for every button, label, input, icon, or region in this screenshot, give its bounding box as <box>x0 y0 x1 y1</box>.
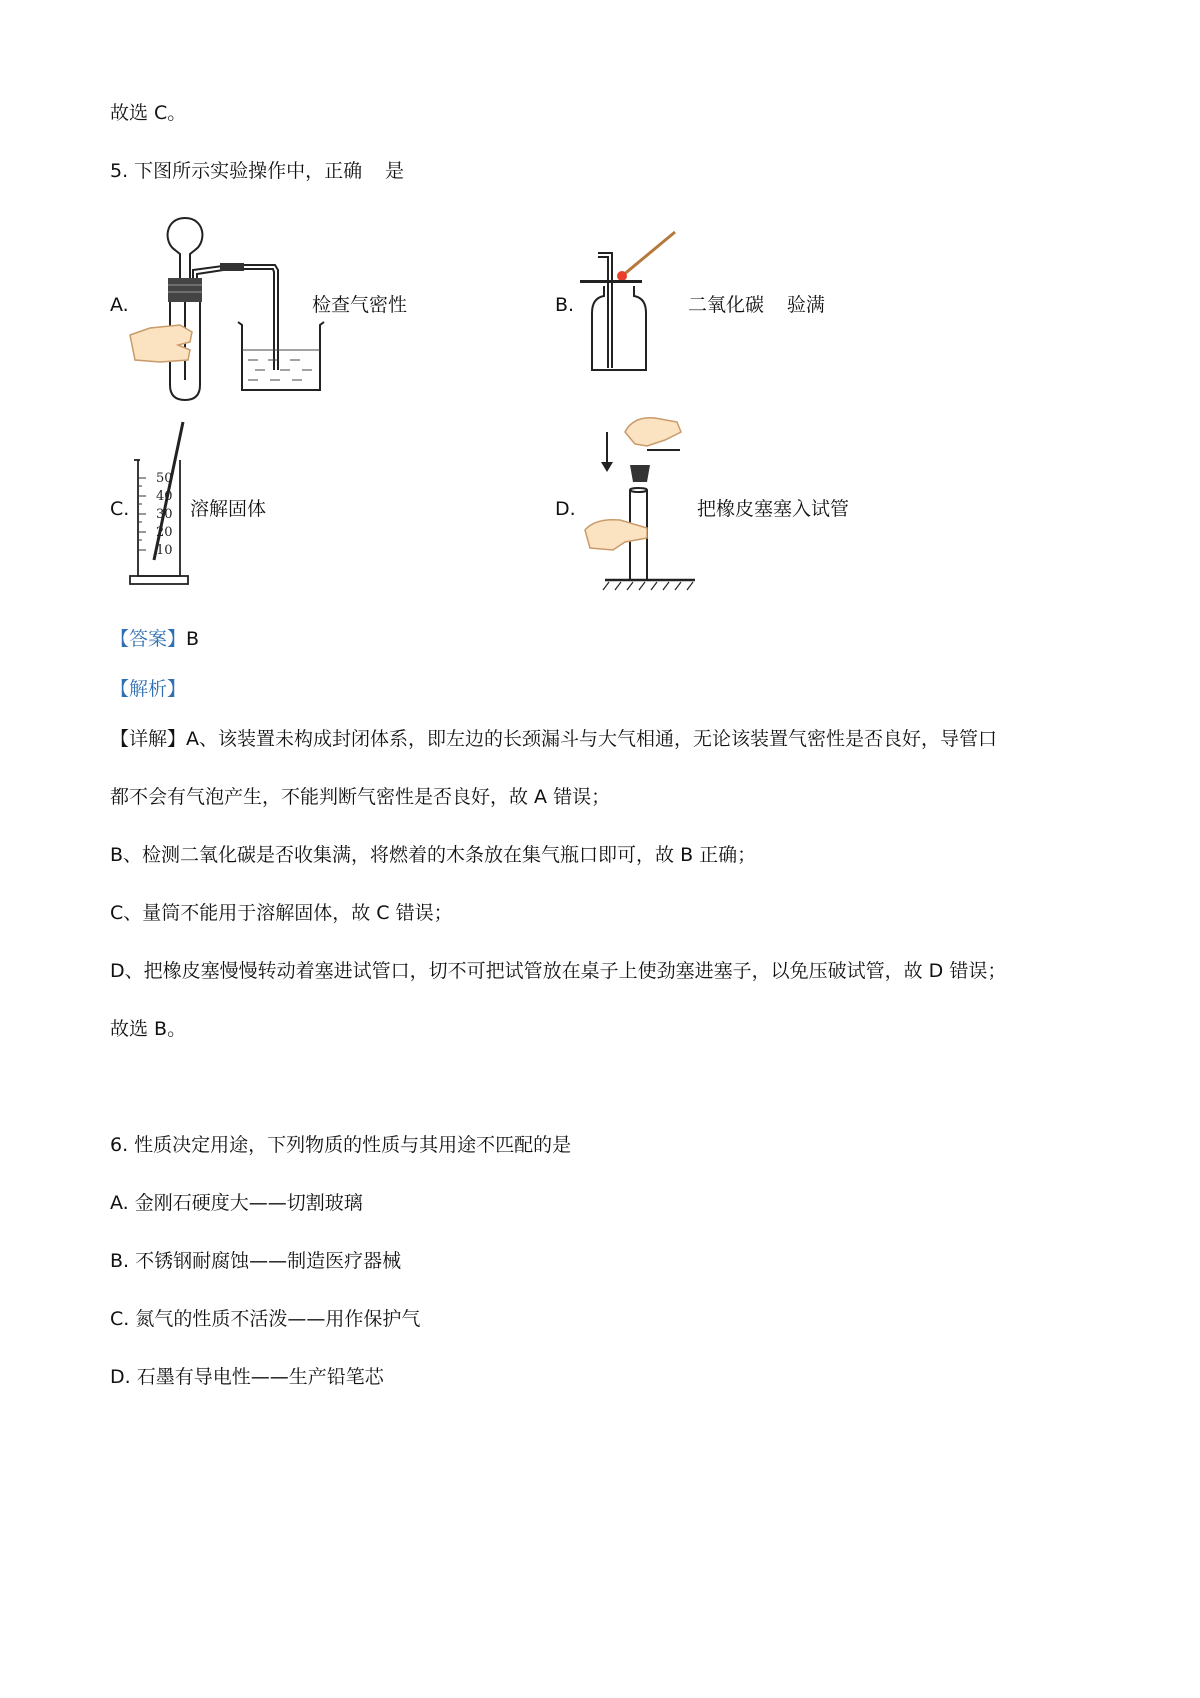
detail-line-2: 都不会有气泡产生，不能判断气密性是否良好，故 A 错误； <box>110 786 611 808</box>
q5-stem-part-a: 5. 下图所示实验操作中，正确 <box>110 160 363 182</box>
detail-line-3: B、检测二氧化碳是否收集满，将燃着的木条放在集气瓶口即可，故 B 正确； <box>110 844 757 866</box>
q6-option-a: A. 金刚石硬度大——切割玻璃 <box>110 1192 363 1214</box>
q5-option-a-caption: 检查气密性 <box>312 294 408 316</box>
q6-option-c: C. 氮气的性质不活泼——用作保护气 <box>110 1308 421 1330</box>
q6-option-d: D. 石墨有导电性——生产铅笔芯 <box>110 1366 384 1388</box>
cylinder-mark-30: 30 <box>156 507 173 522</box>
q5-option-b-caption-part-b: 验满 <box>786 294 825 316</box>
q5-option-b-caption-part-a: 二氧化碳 <box>688 294 765 316</box>
answer-value: B <box>186 628 200 650</box>
q5-option-b-letter: B. <box>555 294 575 316</box>
previous-conclusion: 故选 C。 <box>110 102 187 124</box>
q6-stem: 6. 性质决定用途，下列物质的性质与其用途不匹配的是 <box>110 1134 572 1156</box>
analysis-tag: 【解析】 <box>110 678 187 700</box>
q5-stem-part-b: 是 <box>384 160 404 182</box>
q5-option-c-caption: 溶解固体 <box>190 498 267 520</box>
cylinder-mark-40: 40 <box>156 489 173 504</box>
cylinder-mark-10: 10 <box>156 543 173 558</box>
q5-option-d-letter: D. <box>555 498 576 520</box>
q5-option-a-letter: A. <box>110 294 129 316</box>
q5-stem <box>110 158 404 184</box>
detail-line-5: D、把橡皮塞慢慢转动着塞进试管口，切不可把试管放在桌子上使劲塞进塞子，以免压破试管，故 D 错误； <box>110 960 1007 982</box>
q5-option-d-caption: 把橡皮塞塞入试管 <box>697 498 850 520</box>
answer-tag: 【答案】 <box>110 628 187 650</box>
graduated-cylinder-figure <box>128 420 198 590</box>
detail-line-4: C、量筒不能用于溶解固体，故 C 错误； <box>110 902 453 924</box>
detail-tag: 【详解】 <box>110 728 187 750</box>
cylinder-mark-50: 50 <box>156 471 173 486</box>
q5-option-c-letter: C. <box>110 498 130 520</box>
q5-answer <box>110 626 199 652</box>
q5-option-b-caption <box>688 292 825 318</box>
co2-full-test-figure <box>580 228 690 378</box>
detail-line-1 <box>110 726 997 752</box>
detail-text-1: A、该装置未构成封闭体系，即左边的长颈漏斗与大气相通，无论该装置气密性是否良好，导管口 <box>186 728 998 750</box>
q5-conclusion: 故选 B。 <box>110 1018 187 1040</box>
q6-option-b: B. 不锈钢耐腐蚀——制造医疗器械 <box>110 1250 402 1272</box>
cylinder-mark-20: 20 <box>156 525 173 540</box>
stopper-insertion-figure <box>585 410 705 595</box>
